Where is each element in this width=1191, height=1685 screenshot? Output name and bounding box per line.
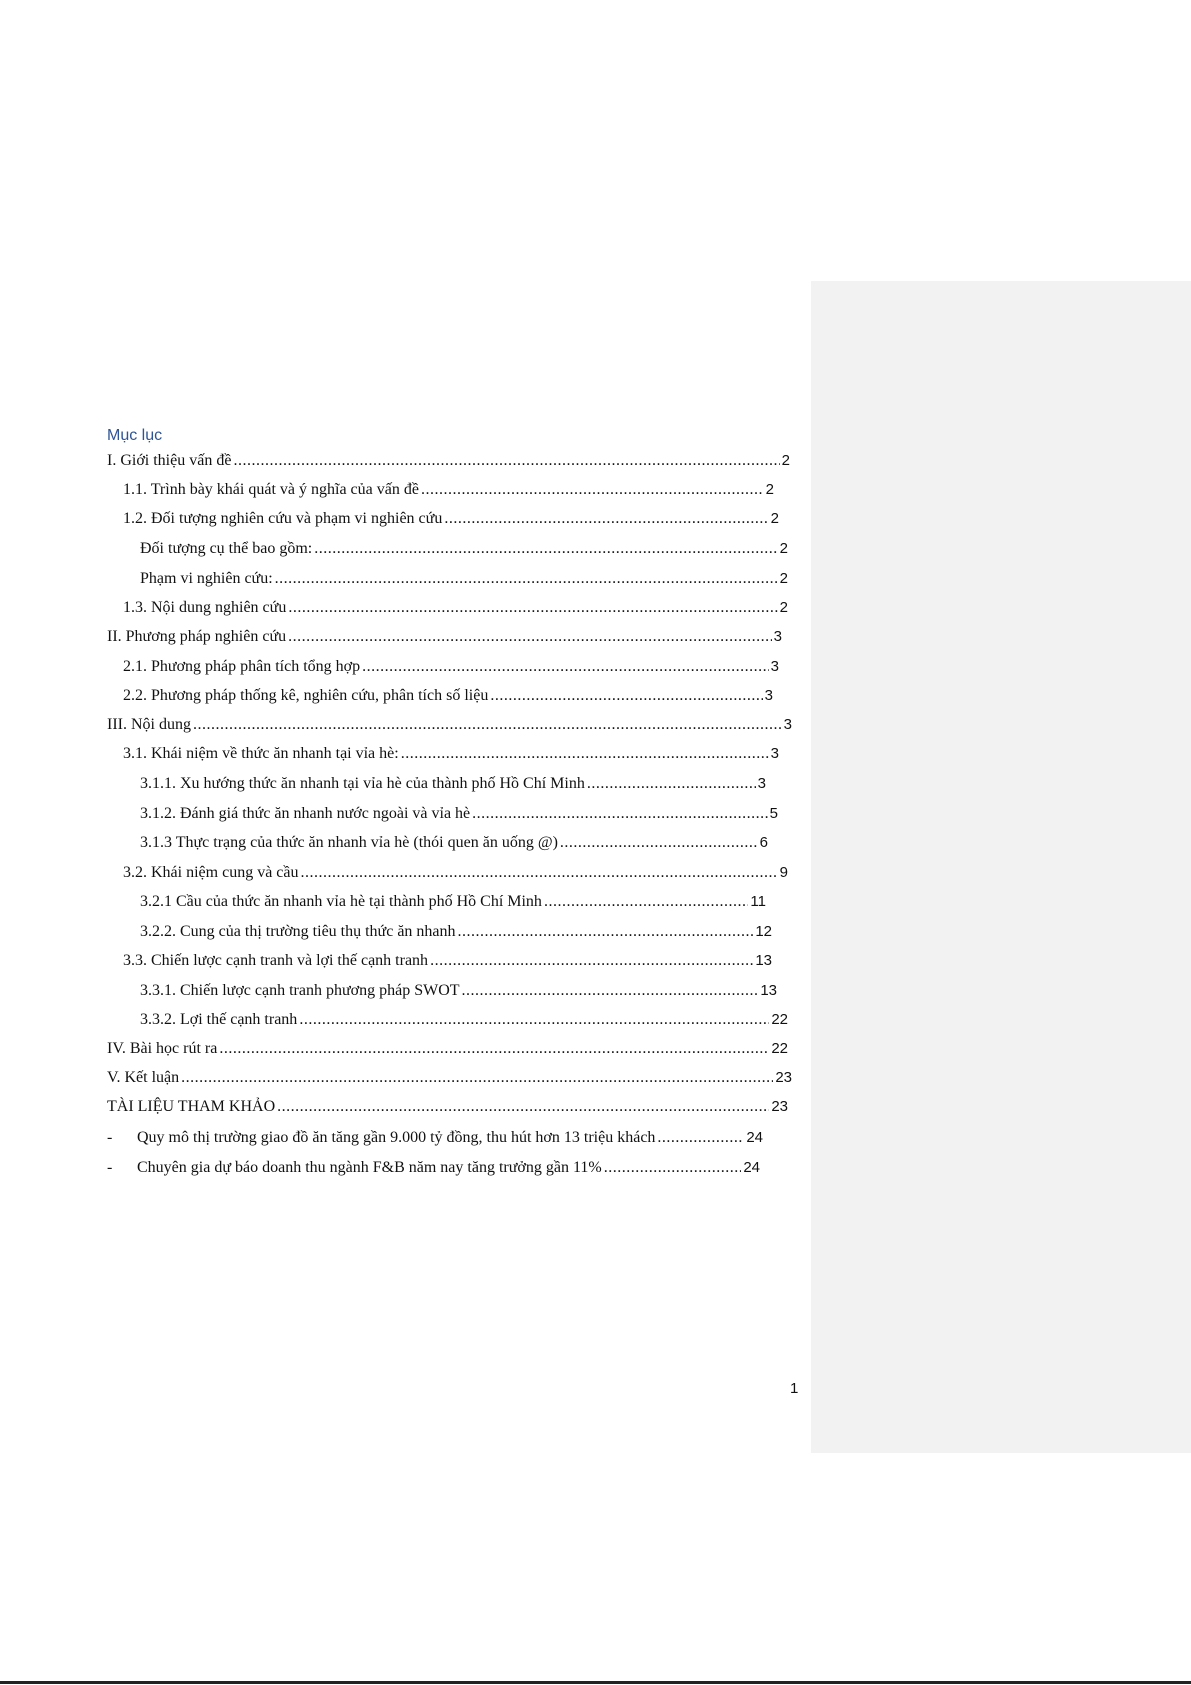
toc-entry[interactable] — [123, 479, 774, 501]
toc-leader — [275, 568, 778, 590]
toc-entry-page: 22 — [771, 1011, 788, 1028]
toc-entry[interactable] — [107, 1038, 788, 1060]
toc-entry-title: I. Giới thiệu vấn đề — [107, 452, 232, 469]
toc-entry-page: 24 — [746, 1129, 763, 1146]
toc-entry-page: 2 — [781, 452, 790, 469]
toc-entry[interactable] — [107, 1067, 792, 1089]
toc-bullet: - — [107, 1159, 113, 1176]
toc-entry[interactable] — [123, 656, 779, 678]
toc-entry[interactable] — [107, 1127, 763, 1149]
toc-entry[interactable] — [140, 921, 772, 943]
toc-entry[interactable] — [140, 568, 788, 590]
toc-entry-title: Quy mô thị trường giao đồ ăn tăng gần 9.000 tỷ đồng, thu hút hơn 13 triệu khách — [137, 1129, 656, 1146]
toc-entry-page: 2 — [779, 570, 788, 587]
toc-entry[interactable] — [140, 1009, 788, 1031]
toc-leader — [401, 743, 769, 765]
toc-entry-page: 3 — [770, 658, 779, 675]
toc-entry-page: 13 — [755, 952, 772, 969]
toc-leader — [299, 1009, 769, 1031]
toc-entry-title: 2.2. Phương pháp thống kê, nghiên cứu, phân tích số liệu — [123, 687, 489, 704]
toc-leader — [193, 714, 782, 736]
toc-entry-title: 3.2.1 Cầu của thức ăn nhanh vỉa hè tại thành phố Hồ Chí Minh — [140, 893, 542, 910]
toc-leader — [181, 1067, 773, 1089]
toc-entry[interactable] — [140, 773, 766, 795]
toc-entry-page: 3 — [764, 687, 773, 704]
toc-entry-title: III. Nội dung — [107, 716, 191, 733]
toc-entry-page: 2 — [779, 540, 788, 557]
toc-leader — [277, 1096, 769, 1118]
toc-entry-title: Đối tượng cụ thể bao gồm: — [140, 540, 313, 557]
toc-leader — [301, 862, 778, 884]
toc-entry-page: 23 — [771, 1098, 788, 1115]
page-bottom-divider — [0, 1681, 1191, 1684]
toc-leader — [560, 832, 758, 854]
toc-entry[interactable] — [107, 450, 790, 472]
toc-entry-page: 23 — [775, 1069, 792, 1086]
toc-entry-title: 3.1. Khái niệm về thức ăn nhanh tại vỉa hè: — [123, 745, 399, 762]
toc-leader — [458, 921, 754, 943]
toc-leader — [490, 685, 762, 707]
toc-entry-title: II. Phương pháp nghiên cứu — [107, 628, 287, 645]
toc-entry-page: 2 — [765, 481, 774, 498]
toc-entry-title: TÀI LIỆU THAM KHẢO — [107, 1098, 276, 1115]
toc-leader — [233, 450, 779, 472]
toc-entry-page: 22 — [771, 1040, 788, 1057]
toc-entry[interactable] — [140, 803, 778, 825]
comment-margin-pane — [811, 281, 1191, 1453]
toc-heading: Mục lục — [107, 427, 163, 444]
toc-entry-page: 3 — [770, 745, 779, 762]
toc-entry-title: 3.3. Chiến lược cạnh tranh và lợi thế cạnh tranh — [123, 952, 429, 969]
toc-entry[interactable] — [107, 1157, 760, 1179]
toc-entry-title: 1.3. Nội dung nghiên cứu — [123, 599, 287, 616]
toc-entry-title: Phạm vi nghiên cứu: — [140, 570, 273, 587]
toc-leader — [314, 538, 777, 560]
toc-entry-page: 13 — [760, 982, 777, 999]
toc-entry-title: V. Kết luận — [107, 1069, 180, 1086]
toc-entry-page: 2 — [779, 599, 788, 616]
toc-entry[interactable] — [140, 538, 788, 560]
toc-entry-page: 24 — [743, 1159, 760, 1176]
toc-entry[interactable] — [140, 832, 768, 854]
toc-entry-title: 3.2.2. Cung của thị trường tiêu thụ thức ăn nhanh — [140, 923, 456, 940]
toc-entry[interactable] — [107, 626, 782, 648]
toc-entry-page: 11 — [750, 893, 766, 910]
toc-bullet: - — [107, 1129, 113, 1146]
toc-entry-title: 2.1. Phương pháp phân tích tổng hợp — [123, 658, 361, 675]
toc-entry-title: 3.3.2. Lợi thế cạnh tranh — [140, 1011, 298, 1028]
toc-entry-page: 3 — [783, 716, 792, 733]
toc-leader — [544, 891, 748, 913]
toc-entry-title: 3.1.1. Xu hướng thức ăn nhanh tại vỉa hè của thành phố Hồ Chí Minh — [140, 775, 585, 792]
toc-entry-title: 3.2. Khái niệm cung và cầu — [123, 864, 299, 881]
toc-entry-title: 3.3.1. Chiến lược cạnh tranh phương pháp SWOT — [140, 982, 460, 999]
toc-leader — [219, 1038, 769, 1060]
toc-entry[interactable] — [123, 743, 779, 765]
toc-entry[interactable] — [123, 685, 773, 707]
toc-entry[interactable] — [123, 950, 772, 972]
toc-entry[interactable] — [107, 714, 792, 736]
toc-leader — [462, 980, 759, 1002]
toc-leader — [362, 656, 769, 678]
toc-leader — [430, 950, 753, 972]
toc-leader — [657, 1127, 744, 1149]
toc-leader — [472, 803, 768, 825]
toc-entry-page: 12 — [755, 923, 772, 940]
toc-entry-page: 2 — [770, 510, 779, 527]
toc-entry-title: 3.1.3 Thực trạng của thức ăn nhanh vỉa hè (thói quen ăn uống @) — [140, 834, 558, 851]
toc-entry[interactable] — [123, 508, 779, 530]
toc-leader — [444, 508, 768, 530]
toc-leader — [421, 479, 764, 501]
toc-leader — [587, 773, 756, 795]
toc-entry[interactable] — [123, 597, 788, 619]
toc-entry-title: Chuyên gia dự báo doanh thu ngành F&B năm nay tăng trưởng gần 11% — [137, 1159, 602, 1176]
toc-entry-title: 1.1. Trình bày khái quát và ý nghĩa của vấn đề — [123, 481, 419, 498]
toc-entry[interactable] — [140, 891, 766, 913]
toc-entry-page: 9 — [779, 864, 788, 881]
page-number: 1 — [790, 1380, 799, 1397]
toc-leader — [288, 597, 777, 619]
toc-entry-title: 1.2. Đối tượng nghiên cứu và phạm vi nghiên cứu — [123, 510, 443, 527]
toc-entry-page: 3 — [773, 628, 782, 645]
toc-entry-page: 5 — [769, 805, 778, 822]
toc-entry-title: 3.1.2. Đánh giá thức ăn nhanh nước ngoài và vỉa hè — [140, 805, 471, 822]
toc-entry[interactable] — [107, 1096, 788, 1118]
toc-leader — [604, 1157, 742, 1179]
toc-entry-title: IV. Bài học rút ra — [107, 1040, 218, 1057]
toc-entry[interactable] — [123, 862, 788, 884]
toc-entry-page: 3 — [757, 775, 766, 792]
toc-entry-page: 6 — [759, 834, 768, 851]
toc-entry[interactable] — [140, 980, 777, 1002]
toc-leader — [288, 626, 772, 648]
